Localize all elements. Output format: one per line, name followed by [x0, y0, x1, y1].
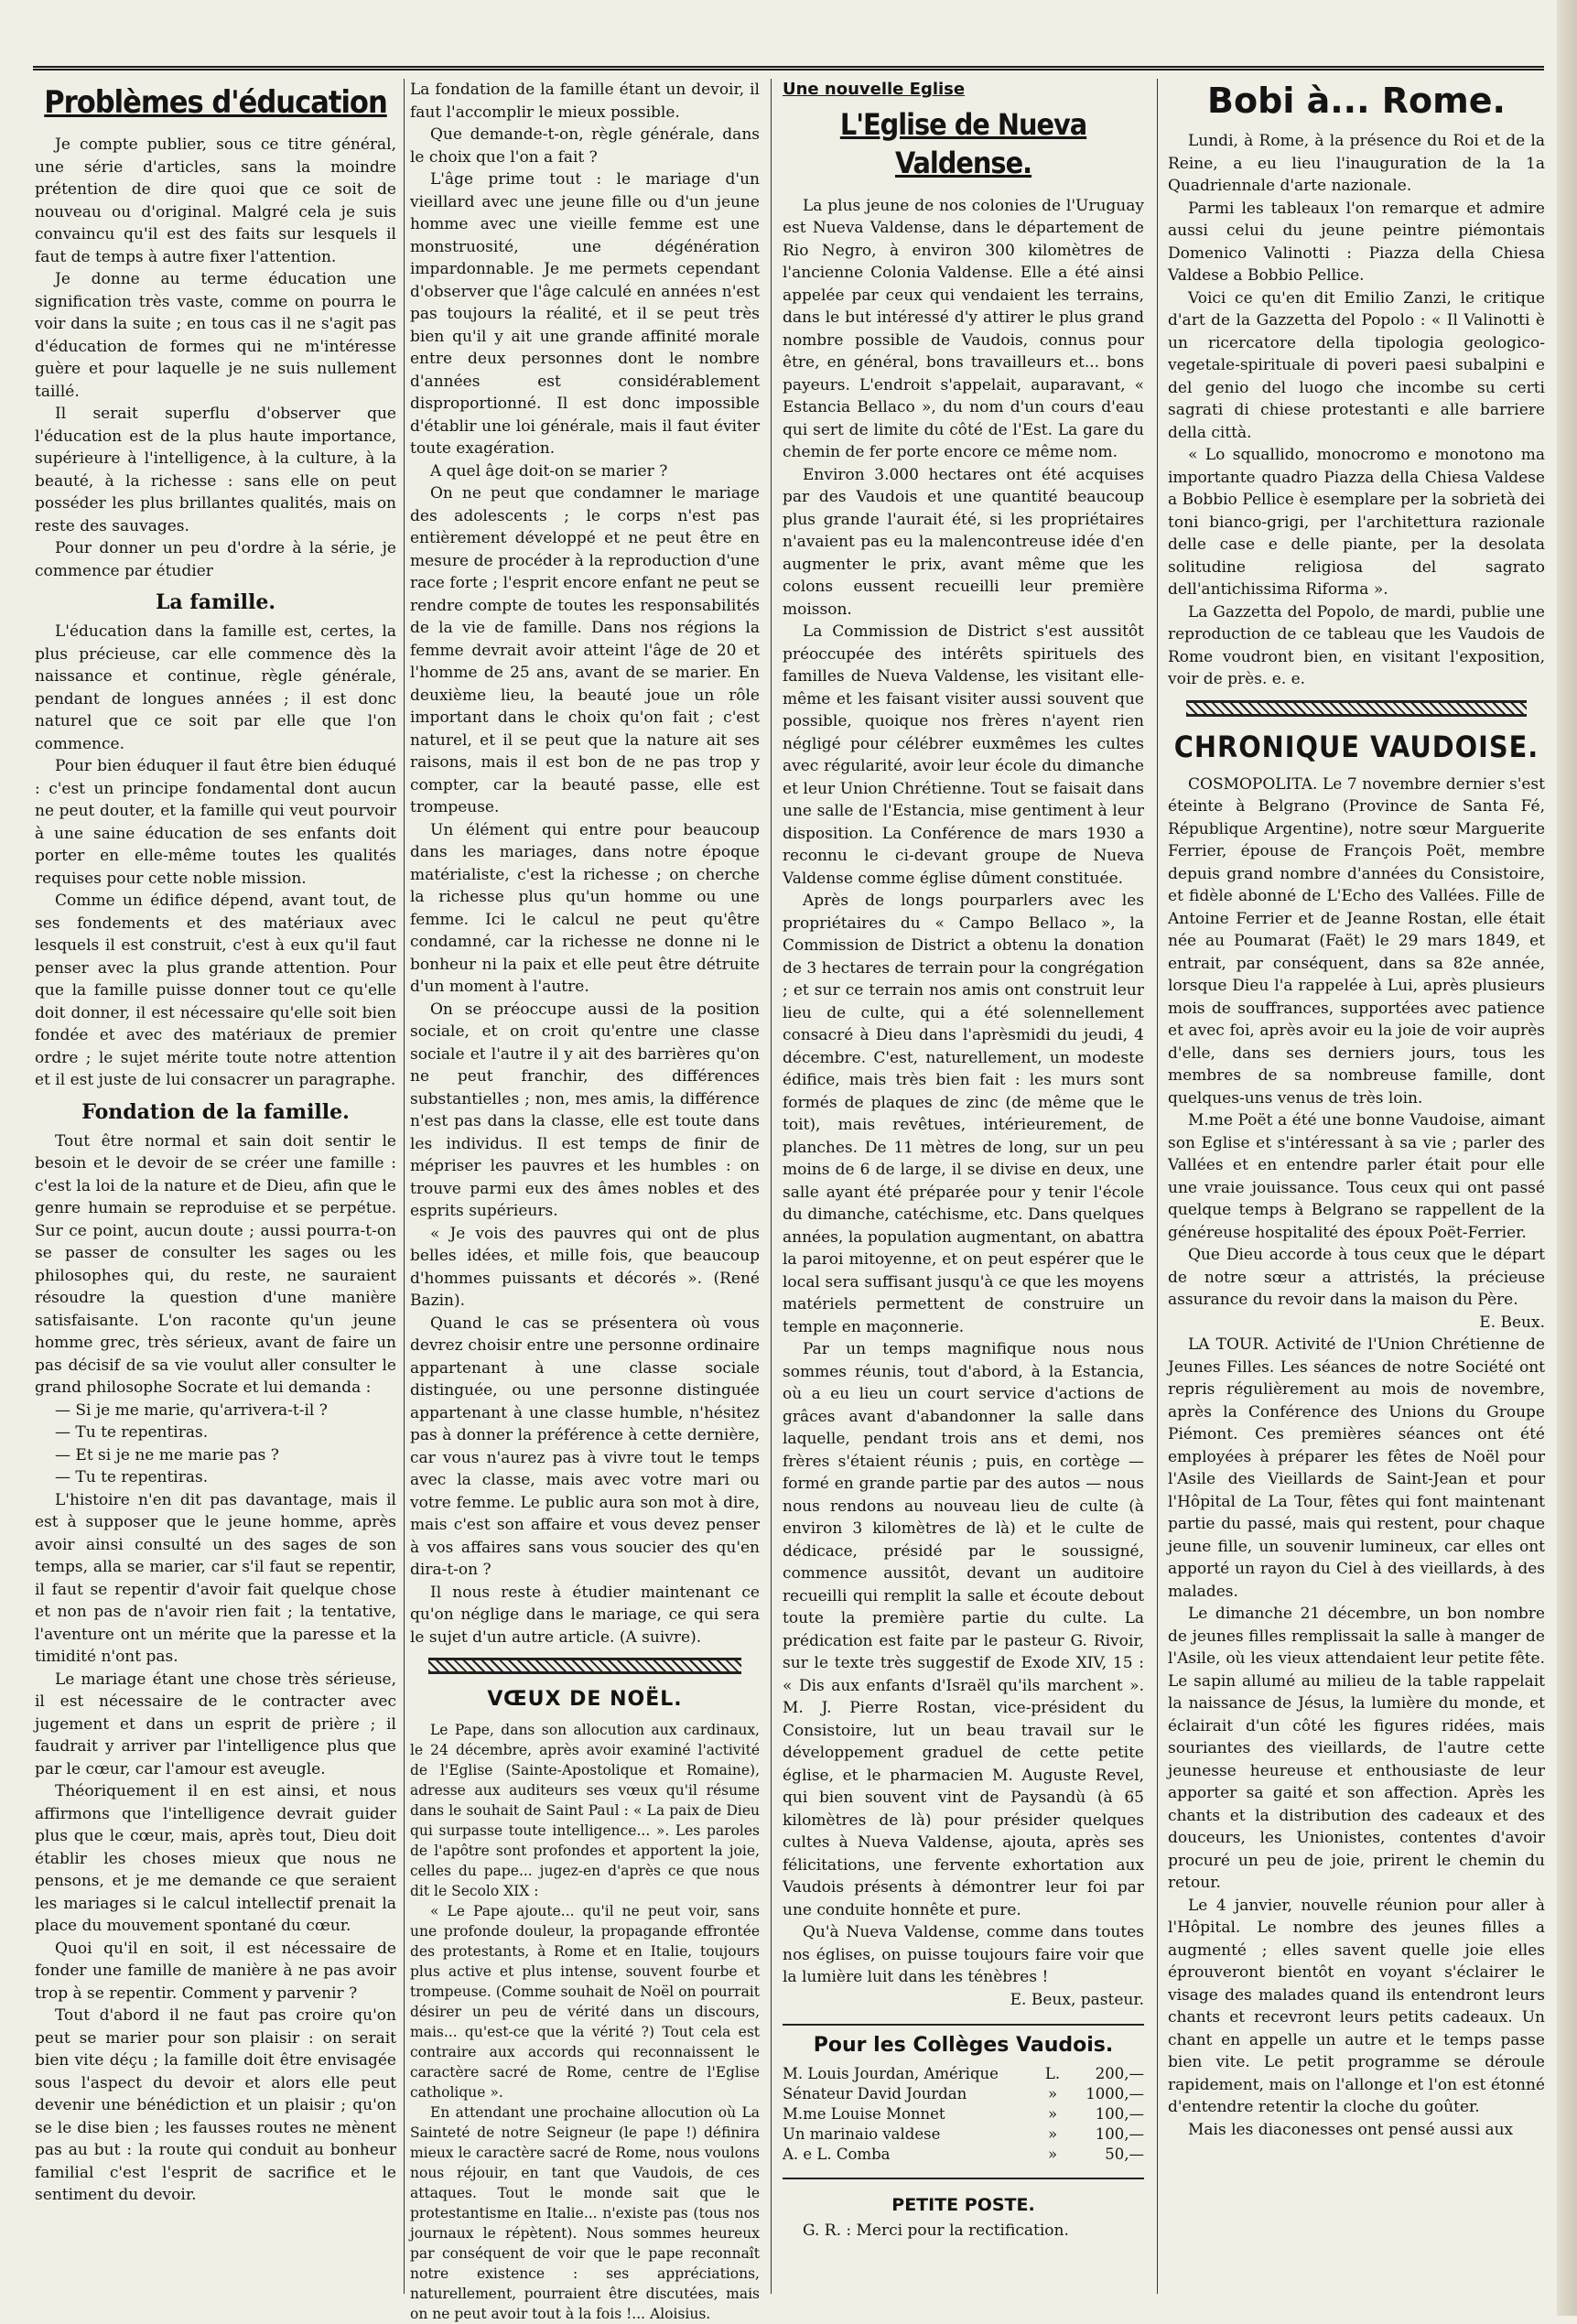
paragraph: Il nous reste à étudier maintenant ce qu'on néglige dans le mariage, ce qui sera le sujet d'un autre article. (A suivre).: [410, 1583, 760, 1647]
paragraph: Après de longs pourparlers avec les propriétaires du « Campo Bellaco », la Commission de District a obtenu la donation de 3 hectares de terrain pour la congrégation ; et sur ce terrain nos amis ont construit leur lieu de culte, qui a été solennellement consacré à Dieu dans l'aprèsmidi du jeudi, 4 décembre. C'est, naturellement, un modeste édifice, mais très bien fait : les murs sont formés de plaques de zinc (de même que le toit), mais revêtues, intérieurement, de planches. De 11 mètres de long, sur un peu moins de 6 de large, il se divise en deux, une salle ayant été préparée pour y tenir l'école du dimanche, catéchisme, etc. Dans quelques années, la population augmentant, on abattra la paroi mitoyenne, et on peut espérer que le local sera suffisant jusqu'à ce que les moyens matériels permettent de construire un temple en maçonnerie.: [783, 892, 1144, 1336]
donor-name: Un marinaio valdese: [783, 2125, 941, 2143]
paragraph: L'histoire n'en dit pas davantage, mais il est à supposer que le jeune homme, après avoir ainsi consulté un des sages de son temps, alla se marier, car s'il faut se repentir, il faut se repentir d'avoir fait quelque chose et non pas de n'avoir rien fait ; la tentative, l'aventure ont un mérite que la paresse et la timidité n'ont pas.: [35, 1490, 396, 1666]
donor-row: [783, 2084, 1144, 2104]
paragraph: Que Dieu accorde à tous ceux que le départ de notre sœur a attristés, la précieuse assurance du revoir dans la maison du Père.: [1168, 1246, 1545, 1309]
donor-row: [783, 2124, 1144, 2145]
article-title: VŒUX DE NOËL.: [487, 1688, 683, 1711]
dialog-line: — Tu te repentiras.: [55, 1468, 209, 1486]
dialog-line: — Tu te repentiras.: [55, 1423, 209, 1442]
article-title: L'Eglise de Nueva Valdense.: [839, 106, 1087, 180]
paragraph: Pour donner un peu d'ordre à la série, je commence par étudier: [35, 539, 396, 580]
paragraph: On ne peut que condamner le mariage des adolescents ; le corps n'est pas entièrement développé et ne peut être en mesure de procéder à la reproduction d'une race forte ; l'esprit encore enfant ne peut se rendre compte de toutes les responsabilités de la vie de famille. Dans nos régions la femme devrait avoir atteint l'âge de 20 et l'homme de 25 ans, avant de se marier. En deuxième lieu, la beauté joue un rôle important dans le choix qu'on fait ; c'est naturel, et il se peut que la nature ait ses raisons, mais il est bon de ne pas trop y compter, car la beauté passe, elle est trompeuse.: [410, 484, 760, 816]
paragraph: En attendant une prochaine allocution où La Sainteté de notre Seigneur (le pape !) définira mieux le caractère sacré de Rome, nous voulons nous réjouir, en tant que Vaudois, de ces attaques. Tout le monde sait que le protestantisme en Italie... n'existe pas (tous nos journaux le répètent). Nous sommes heureux par conséquent de voir que le pape reconnaît notre existence : ses appréciations, naturellement, pourraient être discutées, mais on ne peut avoir tout à la fois !... Aloisius.: [410, 2104, 760, 2322]
donor-name: A. e L. Comba: [783, 2146, 891, 2163]
paragraph: Le mariage étant une chose très sérieuse, il est nécessaire de le contracter avec jugement et dans un esprit de prière ; il faudrait y arriver par l'intelligence plus que par le cœur, car l'amour est aveugle.: [35, 1670, 396, 1778]
paragraph: La plus jeune de nos colonies de l'Uruguay est Nueva Valdense, dans le département de Rio Negro, à environ 300 kilomètres de l'ancienne Colonia Valdense. Elle a été ainsi appelée par ceux qui vendaient les terrains, dans le but intéressé d'y attirer le plus grand nombre possible de Vaudois, connus pour être, en général, bons travailleurs et... bons payeurs. L'endroit s'appelait, auparavant, « Estancia Bellaco », du nom d'un cours d'eau qui sert de limite du côté de l'Est. La gare du chemin de fer porte encore ce même nom.: [783, 196, 1144, 461]
paragraph: Par un temps magnifique nous nous sommes réunis, tout d'abord, à la Estancia, où a eu lieu un court service d'actions de grâces avant d'abandonner la salle dans laquelle, pendant trois ans et demi, nos frères s'étaient réunis ; puis, en cortège — formé en grande partie par des autos — nous nous rendons au nouveau lieu de culte (à environ 3 kilomètres de là) et le culte de dédicace, présidé par le soussigné, commence aussitôt, devant un auditoire recueilli qui remplit la salle et écoute debout toute la première partie du culte. La prédication est faite par le pasteur G. Rivoir, sur le texte très suggestif de Exode XIV, 15 : « Dis aux enfants d'Israël qu'ils marchent ». M. J. Pierre Rostan, vice-président du Consistoire, lut un beau travail sur le développement graduel de cette petite église, et le pharmacien M. Auguste Revel, qui bien souvent vint de Paysandù (à 65 kilomètres de là) pour présider quelques cultes à Nueva Valdense, ajouta, après ses félicitations, une fervente exhortation aux Vaudois présents à démontrer leur foi par une conduite honnête et pure.: [783, 1340, 1144, 1919]
paragraph: La Commission de District s'est aussitôt préoccupée des intérêts spirituels des familles de Nueva Valdense, les visitant elle-même et les faisant visiter aussi souvent que possible, quoique nos frères n'ayent rien négligé pour célébrer euxmêmes les cultes avec régularité, avoir leur école du dimanche et leur Union Chrétienne. Tout se faisait dans une salle de l'Estancia, mise gentiment à leur disposition. La Conférence de mars 1930 a reconnu le ci-devant groupe de Nueva Valdense comme église dûment constituée.: [783, 622, 1144, 888]
paragraph: Comme un édifice dépend, avant tout, de ses fondements et des matériaux avec lesquels il est construit, c'est à eux qu'il faut penser avec la plus grande attention. Pour que la famille puisse donner tout ce qu'elle doit donner, il est nécessaire qu'elle soit bien fondée et avec des matériaux de premier ordre ; le sujet mérite toute notre attention et il est juste de lui consacrer un paragraphe.: [35, 892, 396, 1089]
paragraph: Voici ce qu'en dit Emilio Zanzi, le critique d'art de la Gazzetta del Popolo : « Il Valinotti è un ricercatore della tipologia geologico-vegetale-spirituale di poveri paesi subalpini e del genio del luogo che incombe su certi sagrati di chiese protestanti e alle barriere della città.: [1168, 288, 1545, 442]
page-edge-shadow: [1557, 0, 1577, 2316]
kicker: Une nouvelle Eglise: [783, 80, 966, 99]
paragraph: Le Pape, dans son allocution aux cardinaux, le 24 décembre, après avoir examiné l'activité de l'Eglise (Sainte-Apostolique et Romaine), adresse aux auditeurs ses vœux qu'il résume dans le souhait de Saint Paul : « La paix de Dieu qui surpasse toute intelligence... ». Les paroles de l'apôtre sont profondes et apportent la joie, celles du pape... jugez-en d'après ce que nous dit le Secolo XIX :: [410, 1722, 760, 1899]
paragraph: COSMOPOLITA. Le 7 novembre dernier s'est éteinte à Belgrano (Province de Santa Fé, République Argentine), notre sœur Marguerite Ferrier, épouse de François Poët, membre depuis grand nombre d'années du Consistoire, et fidèle abonné de L'Echo des Vallées. Fille de Antoine Ferrier et de Jeanne Rostan, elle était née au Poumarat (Faët) le 29 mars 1849, et entrait, par conséquent, dans sa 82e année, lorsque Dieu l'a rappelée à Lui, après plusieurs mois de souffrances, supportées avec patience et avec foi, après avoir eu la joie de voir auprès d'elle, dans ses derniers jours, tous les membres de sa nombreuse famille, dont quelques-uns venus de très loin.: [1168, 774, 1545, 1108]
paragraph: Environ 3.000 hectares ont été acquises par des Vaudois et une quantité beaucoup plus grande l'aurait été, si les propriétaires n'avaient pas eu la malencontreuse idée d'en augmenter le prix, avant même que les colons eussent recueilli leur première moisson.: [783, 465, 1144, 619]
paragraph: L'éducation dans la famille est, certes, la plus précieuse, car elle commence dès la naissance et continue, règle générale, pendant de longues années ; il est donc naturel que ce soit par elle que l'on commence.: [35, 622, 396, 753]
donor-amount: 1000,—: [1086, 2085, 1144, 2102]
dialog-line: — Et si je ne me marie pas ?: [55, 1445, 279, 1465]
column-rule-3: [1157, 79, 1158, 2294]
divider: [783, 2178, 1144, 2179]
article-title: Bobi à... Rome.: [1207, 81, 1506, 121]
column-rule-1: [404, 79, 405, 2294]
ornamental-divider: [1186, 700, 1527, 717]
column-3: [783, 79, 1144, 2294]
donor-mark: »: [1047, 2105, 1058, 2123]
paragraph: L'âge prime tout : le mariage d'un vieillard avec une jeune fille ou d'un jeune homme avec une vieille femme est une monstruosité, une dégénération impardonnable. Je me permets cependant d'observer que l'âge calculé en années n'est pas toujours la réalité, et il se peut très bien qu'il y ait une grande affinité morale entre deux personnes dont le nombre d'années est considérablement disproportionné. Il est donc impossible d'établir une loi générale, mais il faut éviter toute exagération.: [410, 170, 760, 458]
donor-name: M.me Louise Monnet: [783, 2105, 945, 2123]
donor-amount: 100,—: [1095, 2105, 1144, 2123]
signature: E. Beux, pasteur.: [1010, 1990, 1144, 2009]
paragraph: Théoriquement il en est ainsi, et nous affirmons que l'intelligence devrait guider plus que le cœur, mais, après tout, Dieu doit établir les choses mieux que nous ne pensons, et je me demande ce que seraient les mariages si le calcul intellectif prenait la place du mouvement spontané du cœur.: [35, 1782, 396, 1935]
paragraph: Je compte publier, sous ce titre général, une série d'articles, sans la moindre prétention de dire quoi que ce soit de nouveau ou d'original. Malgré cela je suis convaincu qu'il est des faits sur lesquels il faut de temps à autre fixer l'attention.: [35, 135, 396, 266]
section-heading: CHRONIQUE VAUDOISE.: [1173, 729, 1539, 764]
paragraph: Le 4 janvier, nouvelle réunion pour aller à l'Hôpital. Le nombre des jeunes filles a augmenté ; elles savent quelle joie elles éprouveront bientôt en voyant s'éclairer le visage des malades quand ils entendront leurs chants et recevront leurs petits cadeaux. Un chant en appelle un autre et le temps passe bien vite. Le petit programme se déroule rapidement, mais on l'allonge et l'on est étonné d'entendre retentir la cloche du goûter.: [1168, 1896, 1545, 2116]
paragraph: LA TOUR. Activité de l'Union Chrétienne de Jeunes Filles. Les séances de notre Société ont repris régulièrement au mois de novembre, après la Conférence des Unions du Groupe Piémont. Ces premières séances ont été employées à préparer les fêtes de Noël pour l'Asile des Vieillards de Saint-Jean et pour l'Hôpital de La Tour, fêtes qui font maintenant partie du passé, mais qui restent, pour chaque jeune fille, un souvenir lumineux, car elles ont apporté un rayon du Ciel à des vieillards, à des malades.: [1168, 1335, 1545, 1601]
divider: [783, 2024, 1144, 2026]
donor-mark: »: [1047, 2085, 1058, 2102]
paragraph: Un élément qui entre pour beaucoup dans les mariages, dans notre époque matérialiste, c'est la richesse ; on cherche la richesse plus qu'un homme ou une femme. Ici le calcul ne peut qu'être condamné, car la richesse ne donne ni le bonheur ni la paix et elle peut être détruite d'un moment à l'autre.: [410, 820, 760, 996]
paragraph: Tout d'abord il ne faut pas croire qu'on peut se marier pour son plaisir : on serait bien vite déçu ; la famille doit être envisagée sous l'aspect du devoir et alors elle peut devenir une bénédiction et un plaisir ; qu'on se le dise bien ; les fausses routes ne mènent pas au but : la route qui conduit au bonheur familial c'est l'esprit de sacrifice et le sentiment du devoir.: [35, 2006, 396, 2204]
signature: E. Beux.: [1479, 1313, 1545, 1332]
paragraph: M.me Poët a été une bonne Vaudoise, aimant son Eglise et s'intéressant à sa vie ; parler des Vallées et en entendre parler était pour elle une vraie jouissance. Tous ceux qui ont passé quelque temps à Belgrano se rappellent de la généreuse hospitalité des époux Poët-Ferrier.: [1168, 1111, 1545, 1242]
donor-amount: 50,—: [1105, 2146, 1144, 2163]
top-rule: [33, 66, 1544, 70]
paragraph: Qu'à Nueva Valdense, comme dans toutes nos églises, on puisse toujours faire voir que la lumière luit dans les ténèbres !: [783, 1923, 1144, 1986]
paragraph: Mais les diaconesses ont pensé aussi aux: [1188, 2120, 1514, 2139]
paragraph: Tout être normal et sain doit sentir le besoin et le devoir de se créer une famille : c'est la loi de la nature et de Dieu, afin que le genre humain se reproduise et se perpétue. Sur ce point, aucun doute ; aussi pourra-t-on se passer de consulter les sages ou les philosophes qui, du reste, ne sauraient résoudre la question d'une manière satisfaisante. L'on raconte qu'un jeune homme grec, très sérieux, avant de faire un pas décisif de sa vie voulut aller consulter le grand philosophe Socrate et lui demanda :: [35, 1131, 396, 1397]
section-heading: PETITE POSTE.: [891, 2195, 1035, 2215]
donor-amount: 200,—: [1095, 2065, 1144, 2082]
donor-name: M. Louis Jourdan, Amérique: [783, 2065, 999, 2082]
donor-row: [783, 2104, 1144, 2124]
paragraph: Il serait superflu d'observer que l'éducation est de la plus haute importance, supérieure à l'intelligence, à la culture, à la beauté, à la richesse : sans elle on peut posséder les plus brillantes qualités, mais on reste des sauvages.: [35, 405, 396, 535]
section-heading: La famille.: [155, 590, 276, 614]
paragraph: Parmi les tableaux l'on remarque et admire aussi celui du jeune peintre piémontais Domenico Valinotti : Piazza della Chiesa Valdese a Bobbio Pellice.: [1168, 199, 1545, 285]
dialog-line: — Si je me marie, qu'arrivera-t-il ?: [55, 1400, 328, 1420]
donor-table: [783, 2064, 1144, 2165]
article-title: Problèmes d'éducation: [44, 84, 387, 121]
paragraph: On se préoccupe aussi de la position sociale, et on croit qu'entre une classe sociale et l'autre il y ait des barrières qu'on ne peut franchir, des différences substantielles ; non, mes amis, la différence n'est pas dans la classe, elle est toute dans les individus. Il est temps de finir de mépriser les pauvres et les humbles : on trouve parmi eux des âmes nobles et des esprits supérieurs.: [410, 1000, 760, 1220]
paragraph: Le dimanche 21 décembre, un bon nombre de jeunes filles remplissait la salle à manger de l'Asile, où les vieux attendaient leur petite fête. Le sapin allumé au milieu de la table rappelait la naissance de Jésus, la lumière du monde, et éclairait d'un côté les figures ridées, mais souriantes des vieillards, de l'autre cette jeunesse heureuse et enthousiaste de leur apporter sa gaité et son affection. Après les chants et la distribution des cadeaux et des douceurs, les Unionistes, contentes d'avoir procuré un peu de joie, prirent le chemin du retour.: [1168, 1605, 1545, 1892]
section-heading: Fondation de la famille.: [81, 1099, 350, 1124]
donor-mark: »: [1047, 2125, 1058, 2143]
donor-name: Sénateur David Jourdan: [783, 2085, 967, 2102]
column-1: [35, 79, 396, 2294]
paragraph: Je donne au terme éducation une signification très vaste, comme on pourra le voir dans la suite ; en tous cas il ne s'agit pas d'éducation de formes qui ne m'intéresse guère et pour laquelle je ne suis nullement taillé.: [35, 270, 396, 401]
paragraph: Que demande-t-on, règle générale, dans le choix que l'on a fait ?: [410, 125, 760, 167]
column-4: [1168, 79, 1545, 2294]
donor-row: [783, 2064, 1144, 2084]
donor-mark: L.: [1044, 2065, 1061, 2082]
paragraph: La fondation de la famille étant un devoir, il faut l'accomplir le mieux possible.: [410, 81, 760, 122]
paragraph: Lundi, à Rome, à la présence du Roi et de la Reine, a eu lieu l'inauguration de la 1a Quadriennale d'arte nazionale.: [1168, 132, 1545, 195]
column-2: [410, 79, 760, 2322]
section-heading: Pour les Collèges Vaudois.: [813, 2034, 1114, 2057]
paragraph: La Gazzetta del Popolo, de mardi, publie une reproduction de ce tableau que les Vaudois de Rome voudront bien, en visitant l'exposition, voir de près. e. e.: [1168, 602, 1545, 688]
donor-amount: 100,—: [1095, 2125, 1144, 2143]
column-rule-2: [771, 79, 772, 2294]
ornamental-divider: [428, 1658, 741, 1674]
paragraph: Quoi qu'il en soit, il est nécessaire de fonder une famille de manière à ne pas avoir trop à se repentir. Comment y parvenir ?: [35, 1939, 396, 2003]
paragraph: G. R. : Merci pour la rectification.: [803, 2221, 1069, 2240]
paragraph: « Lo squallido, monocromo e monotono ma importante quadro Piazza della Chiesa Valdese a Bobbio Pellice è esemplare per la sobrietà dei toni bianco-grigi, per l'architettura razionale delle case e delle piante, per la desolata solitudine religiosa del sagrato dell'antichissima Riforma ».: [1168, 446, 1545, 599]
paragraph: Pour bien éduquer il faut être bien éduqué : c'est un principe fondamental dont aucun ne peut douter, et la famille qui veut pourvoir à une saine éducation de ses enfants doit porter en elle-même toutes les qualités requises pour cette noble mission.: [35, 757, 396, 888]
paragraph: « Le Pape ajoute... qu'il ne peut voir, sans une profonde douleur, la propagande effrontée des protestants, à Rome et en Italie, toujours plus active et plus intense, souvent fourbe et trompeuse. (Comme souhait de Noël on pourrait désirer un peu de vérité dans un discours, mais... qu'est-ce que la vérité ?) Tout cela est contraire aux accords qui reconnaissent le caractère sacré de Rome, centre de l'Eglise catholique ».: [410, 1903, 760, 2101]
quote: « Je vois des pauvres qui ont de plus belles idées, et mille fois, que beaucoup d'hommes puissants et décorés ». (René Bazin).: [410, 1224, 760, 1310]
donor-row: [783, 2145, 1144, 2165]
paragraph: Quand le cas se présentera où vous devrez choisir entre une personne ordinaire appartenant à une classe sociale distinguée, ou une personne distinguée appartenant à une classe humble, n'hésitez pas à donner la préférence à cette dernière, car vous n'aurez pas à vivre tout le temps avec la classe, mais avec votre mari ou votre femme. Le public aura son mot à dire, mais c'est son affaire et vous devez penser à vos affaires sans vous soucier des qu'en dira-t-on ?: [410, 1313, 760, 1579]
donor-mark: »: [1047, 2146, 1058, 2163]
paragraph: A quel âge doit-on se marier ?: [430, 461, 668, 481]
